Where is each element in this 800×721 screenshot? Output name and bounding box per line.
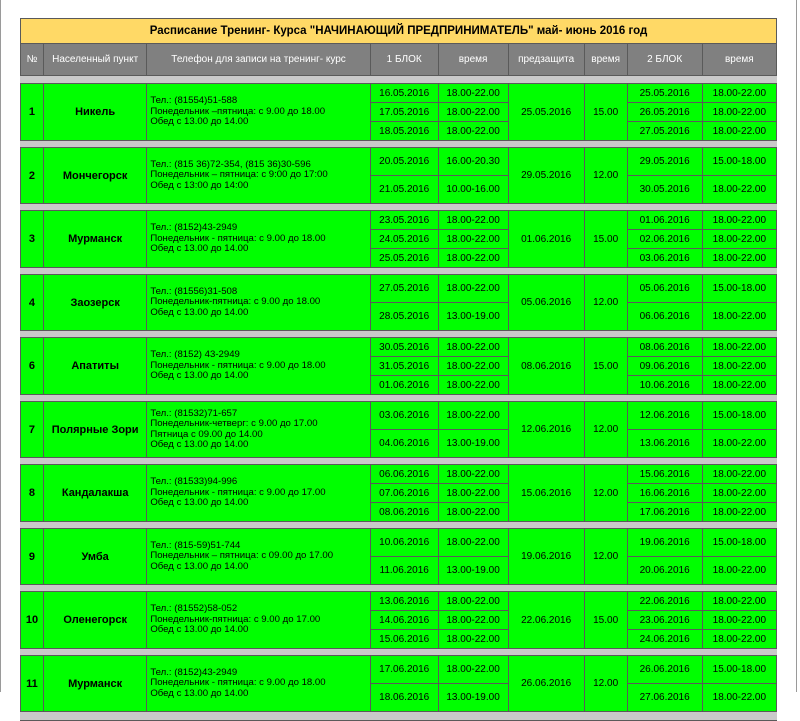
schedule-title: Расписание Тренинг- Курса "НАЧИНАЮЩИЙ ПРЕДПРИНИМАТЕЛЬ" май- июнь 2016 год (21, 19, 777, 44)
contact-info (147, 402, 370, 458)
block2-date: 02.06.2016 (627, 230, 702, 249)
contact-line: Обед с 13:00 до 14:00 (150, 179, 249, 191)
header-block1: 1 БЛОК (370, 44, 438, 76)
block1-date: 07.06.2016 (370, 484, 438, 503)
contact-line: Понедельник-пятница: с 9.00 до 18.00 (150, 296, 321, 308)
contact-info (147, 592, 370, 649)
contact-info (147, 529, 370, 585)
contact-line: Тел.: (815 36)72-354, (815 36)30-596 (150, 158, 311, 170)
block2-time: 15.00-18.00 (702, 402, 776, 430)
block2-date: 05.06.2016 (627, 275, 702, 303)
predefense-date: 19.06.2016 (508, 529, 584, 585)
predefense-time: 12.00 (584, 148, 627, 204)
predefense-time: 15.00 (584, 592, 627, 649)
block2-date: 26.06.2016 (627, 656, 702, 684)
block2-date: 15.06.2016 (627, 465, 702, 484)
contact-info (147, 211, 370, 268)
separator-cell (21, 458, 777, 465)
block1-date: 18.06.2016 (370, 684, 438, 712)
contact-line: Обед с 13.00 до 14.00 (150, 624, 249, 636)
contact-line: Тел.: (81554)51-588 (150, 95, 238, 107)
contact-line: Понедельник –пятница: с 9.00 до 18.00 (150, 105, 326, 117)
block2-time: 15.00-18.00 (702, 275, 776, 303)
contact-info (147, 275, 370, 331)
city-name: Полярные Зори (43, 402, 146, 458)
table-row (21, 211, 777, 230)
block2-time: 18.00-22.00 (702, 357, 776, 376)
city-name: Апатиты (43, 338, 146, 395)
predefense-time: 12.00 (584, 275, 627, 331)
schedule-table (20, 18, 777, 721)
city-name: Мурманск (43, 211, 146, 268)
group-separator (21, 522, 777, 529)
table-row (21, 338, 777, 357)
block2-date: 20.06.2016 (627, 557, 702, 585)
block1-time: 13.00-19.00 (438, 430, 508, 458)
block2-date: 27.05.2016 (627, 122, 702, 141)
contact-line: Тел.: (8152)43-2949 (150, 666, 238, 678)
block2-time: 18.00-22.00 (702, 376, 776, 395)
block1-date: 24.05.2016 (370, 230, 438, 249)
block1-date: 04.06.2016 (370, 430, 438, 458)
block2-time: 18.00-22.00 (702, 211, 776, 230)
table-row (21, 84, 777, 103)
block1-time: 18.00-22.00 (438, 465, 508, 484)
block2-time: 18.00-22.00 (702, 103, 776, 122)
block1-time: 18.00-22.00 (438, 656, 508, 684)
predefense-date: 05.06.2016 (508, 275, 584, 331)
predefense-date: 08.06.2016 (508, 338, 584, 395)
block1-time: 13.00-19.00 (438, 303, 508, 331)
table-row (21, 465, 777, 484)
contact-line: Понедельник-пятница: с 9.00 до 17.00 (150, 613, 321, 625)
contact-info (147, 465, 370, 522)
block1-date: 17.05.2016 (370, 103, 438, 122)
city-name: Никель (43, 84, 146, 141)
contact-line: Обед с 13.00 до 14.00 (150, 439, 249, 450)
block2-date: 17.06.2016 (627, 503, 702, 522)
separator-cell (21, 141, 777, 148)
contact-line: Тел.: (8152) 43-2949 (150, 349, 240, 361)
block1-time: 18.00-22.00 (438, 230, 508, 249)
block1-date: 20.05.2016 (370, 148, 438, 176)
group-separator (21, 204, 777, 211)
city-name: Кандалакша (43, 465, 146, 522)
table-row (21, 275, 777, 303)
block1-date: 31.05.2016 (370, 357, 438, 376)
table-row (21, 656, 777, 684)
block1-time: 18.00-22.00 (438, 630, 508, 649)
contact-info (147, 84, 370, 141)
separator-cell (21, 649, 777, 656)
block1-date: 14.06.2016 (370, 611, 438, 630)
block2-date: 01.06.2016 (627, 211, 702, 230)
contact-line: Понедельник - пятница: с 9.00 до 18.00 (150, 359, 326, 371)
header-predefense: предзащита (508, 44, 584, 76)
group-separator (21, 395, 777, 402)
row-number: 7 (21, 402, 44, 458)
block1-time: 18.00-22.00 (438, 103, 508, 122)
grid-line-right (796, 0, 797, 692)
group-separator (21, 268, 777, 275)
block1-date: 10.06.2016 (370, 529, 438, 557)
block2-date: 19.06.2016 (627, 529, 702, 557)
block1-date: 28.05.2016 (370, 303, 438, 331)
block1-time: 18.00-22.00 (438, 122, 508, 141)
row-number: 4 (21, 275, 44, 331)
block1-time: 18.00-22.00 (438, 503, 508, 522)
group-separator (21, 331, 777, 338)
contact-line: Понедельник-четверг: с 9.00 до 17.00 (150, 418, 318, 429)
table-row (21, 148, 777, 176)
contact-line: Тел.: (815-59)51-744 (150, 539, 241, 551)
block1-time: 18.00-22.00 (438, 376, 508, 395)
predefense-time: 15.00 (584, 211, 627, 268)
block1-time: 18.00-22.00 (438, 338, 508, 357)
block2-date: 08.06.2016 (627, 338, 702, 357)
block2-time: 15.00-18.00 (702, 656, 776, 684)
contact-line: Тел.: (81552)58-052 (150, 603, 238, 615)
block2-time: 18.00-22.00 (702, 84, 776, 103)
block1-date: 21.05.2016 (370, 176, 438, 204)
contact-info (147, 148, 370, 204)
header-time2: время (702, 44, 776, 76)
block2-date: 12.06.2016 (627, 402, 702, 430)
block1-date: 30.05.2016 (370, 338, 438, 357)
table-row (21, 592, 777, 611)
contact-line: Тел.: (81532)71-657 (150, 407, 238, 419)
contact-line: Тел.: (81533)94-996 (150, 476, 238, 488)
block2-time: 18.00-22.00 (702, 503, 776, 522)
block1-date: 23.05.2016 (370, 211, 438, 230)
block2-date: 30.05.2016 (627, 176, 702, 204)
city-name: Заозерск (43, 275, 146, 331)
contact-line: Пятница с 09.00 до 14.00 (150, 428, 263, 440)
block1-date: 16.05.2016 (370, 84, 438, 103)
block1-date: 25.05.2016 (370, 249, 438, 268)
separator-cell (21, 395, 777, 402)
header-predefense-time: время (584, 44, 627, 76)
block2-time: 18.00-22.00 (702, 249, 776, 268)
block2-date: 24.06.2016 (627, 630, 702, 649)
block2-time: 18.00-22.00 (702, 592, 776, 611)
block1-date: 18.05.2016 (370, 122, 438, 141)
block1-time: 18.00-22.00 (438, 592, 508, 611)
block2-time: 18.00-22.00 (702, 230, 776, 249)
predefense-date: 29.05.2016 (508, 148, 584, 204)
block1-time: 10.00-16.00 (438, 176, 508, 204)
block2-time: 18.00-22.00 (702, 611, 776, 630)
group-separator (21, 649, 777, 656)
block2-time: 18.00-22.00 (702, 430, 776, 458)
block2-time: 18.00-22.00 (702, 557, 776, 585)
predefense-date: 15.06.2016 (508, 465, 584, 522)
block2-time: 18.00-22.00 (702, 176, 776, 204)
block1-date: 08.06.2016 (370, 503, 438, 522)
contact-line: Понедельник - пятница: с 9.00 до 18.00 (150, 232, 326, 244)
header-city: Населенный пункт (43, 44, 146, 76)
block2-time: 18.00-22.00 (702, 630, 776, 649)
city-name: Мурманск (43, 656, 146, 712)
row-number: 9 (21, 529, 44, 585)
block2-date: 06.06.2016 (627, 303, 702, 331)
contact-line: Тел.: (8152)43-2949 (150, 222, 238, 234)
contact-line: Понедельник – пятница: с 9:00 до 17:00 (150, 169, 328, 181)
contact-line: Обед с 13.00 до 14.00 (150, 116, 249, 128)
header-phone: Телефон для записи на тренинг- курс (147, 44, 370, 76)
separator-cell (21, 268, 777, 275)
block1-time: 18.00-22.00 (438, 211, 508, 230)
block1-date: 03.06.2016 (370, 402, 438, 430)
table-row (21, 529, 777, 557)
city-name: Мончегорск (43, 148, 146, 204)
block1-date: 17.06.2016 (370, 656, 438, 684)
block2-time: 15.00-18.00 (702, 529, 776, 557)
block2-date: 03.06.2016 (627, 249, 702, 268)
block2-date: 16.06.2016 (627, 484, 702, 503)
block2-time: 18.00-22.00 (702, 465, 776, 484)
block1-time: 18.00-22.00 (438, 611, 508, 630)
block1-time: 18.00-22.00 (438, 529, 508, 557)
city-name: Оленегорск (43, 592, 146, 649)
contact-line: Обед с 13.00 до 14.00 (150, 497, 249, 509)
separator-cell (21, 76, 777, 84)
separator-cell (21, 522, 777, 529)
block1-time: 16.00-20.30 (438, 148, 508, 176)
predefense-date: 12.06.2016 (508, 402, 584, 458)
block2-date: 13.06.2016 (627, 430, 702, 458)
city-name: Умба (43, 529, 146, 585)
separator-cell (21, 204, 777, 211)
predefense-date: 25.05.2016 (508, 84, 584, 141)
row-number: 1 (21, 84, 44, 141)
predefense-date: 26.06.2016 (508, 656, 584, 712)
separator-cell (21, 585, 777, 592)
group-separator (21, 141, 777, 148)
block2-date: 27.06.2016 (627, 684, 702, 712)
row-number: 6 (21, 338, 44, 395)
group-separator (21, 458, 777, 465)
separator-cell (21, 331, 777, 338)
block2-time: 18.00-22.00 (702, 303, 776, 331)
predefense-date: 01.06.2016 (508, 211, 584, 268)
block1-date: 27.05.2016 (370, 275, 438, 303)
block1-date: 15.06.2016 (370, 630, 438, 649)
predefense-time: 12.00 (584, 465, 627, 522)
separator-cell (21, 712, 777, 721)
row-number: 3 (21, 211, 44, 268)
block2-date: 26.05.2016 (627, 103, 702, 122)
block2-time: 18.00-22.00 (702, 122, 776, 141)
block1-date: 01.06.2016 (370, 376, 438, 395)
predefense-time: 12.00 (584, 656, 627, 712)
contact-info (147, 338, 370, 395)
contact-line: Понедельник - пятница: с 9.00 до 18.00 (150, 677, 326, 689)
block1-date: 13.06.2016 (370, 592, 438, 611)
block1-time: 13.00-19.00 (438, 684, 508, 712)
block2-time: 18.00-22.00 (702, 338, 776, 357)
grid-line-left (0, 0, 1, 692)
block1-date: 11.06.2016 (370, 557, 438, 585)
block1-time: 13.00-19.00 (438, 557, 508, 585)
block2-time: 18.00-22.00 (702, 484, 776, 503)
contact-line: Обед с 13.00 до 14.00 (150, 687, 249, 699)
predefense-time: 15.00 (584, 84, 627, 141)
block1-time: 18.00-22.00 (438, 249, 508, 268)
contact-line: Обед с 13.00 до 14.00 (150, 306, 249, 318)
block1-time: 18.00-22.00 (438, 357, 508, 376)
block1-date: 06.06.2016 (370, 465, 438, 484)
predefense-time: 12.00 (584, 529, 627, 585)
header-block2: 2 БЛОК (627, 44, 702, 76)
block2-date: 25.05.2016 (627, 84, 702, 103)
block1-time: 18.00-22.00 (438, 484, 508, 503)
block1-time: 18.00-22.00 (438, 84, 508, 103)
group-separator (21, 585, 777, 592)
block1-time: 18.00-22.00 (438, 402, 508, 430)
contact-line: Обед с 13.00 до 14.00 (150, 243, 249, 255)
contact-line: Тел.: (81556)31-508 (150, 285, 238, 297)
row-number: 8 (21, 465, 44, 522)
block2-time: 15.00-18.00 (702, 148, 776, 176)
contact-line: Понедельник – пятница: с 09.00 до 17.00 (150, 550, 334, 562)
row-number: 11 (21, 656, 44, 712)
header-time1: время (438, 44, 508, 76)
predefense-time: 15.00 (584, 338, 627, 395)
contact-line: Понедельник - пятница: с 9.00 до 17.00 (150, 486, 326, 498)
contact-line: Обед с 13.00 до 14.00 (150, 560, 249, 572)
row-number: 2 (21, 148, 44, 204)
row-number: 10 (21, 592, 44, 649)
predefense-date: 22.06.2016 (508, 592, 584, 649)
contact-line: Обед с 13.00 до 14.00 (150, 370, 249, 382)
block2-date: 23.06.2016 (627, 611, 702, 630)
block2-date: 22.06.2016 (627, 592, 702, 611)
group-separator (21, 712, 777, 721)
header-row (21, 44, 777, 76)
block2-date: 29.05.2016 (627, 148, 702, 176)
group-separator (21, 76, 777, 84)
block2-date: 09.06.2016 (627, 357, 702, 376)
block1-time: 18.00-22.00 (438, 275, 508, 303)
block2-date: 10.06.2016 (627, 376, 702, 395)
contact-info (147, 656, 370, 712)
header-num: № (21, 44, 44, 76)
predefense-time: 12.00 (584, 402, 627, 458)
table-row (21, 402, 777, 430)
block2-time: 18.00-22.00 (702, 684, 776, 712)
